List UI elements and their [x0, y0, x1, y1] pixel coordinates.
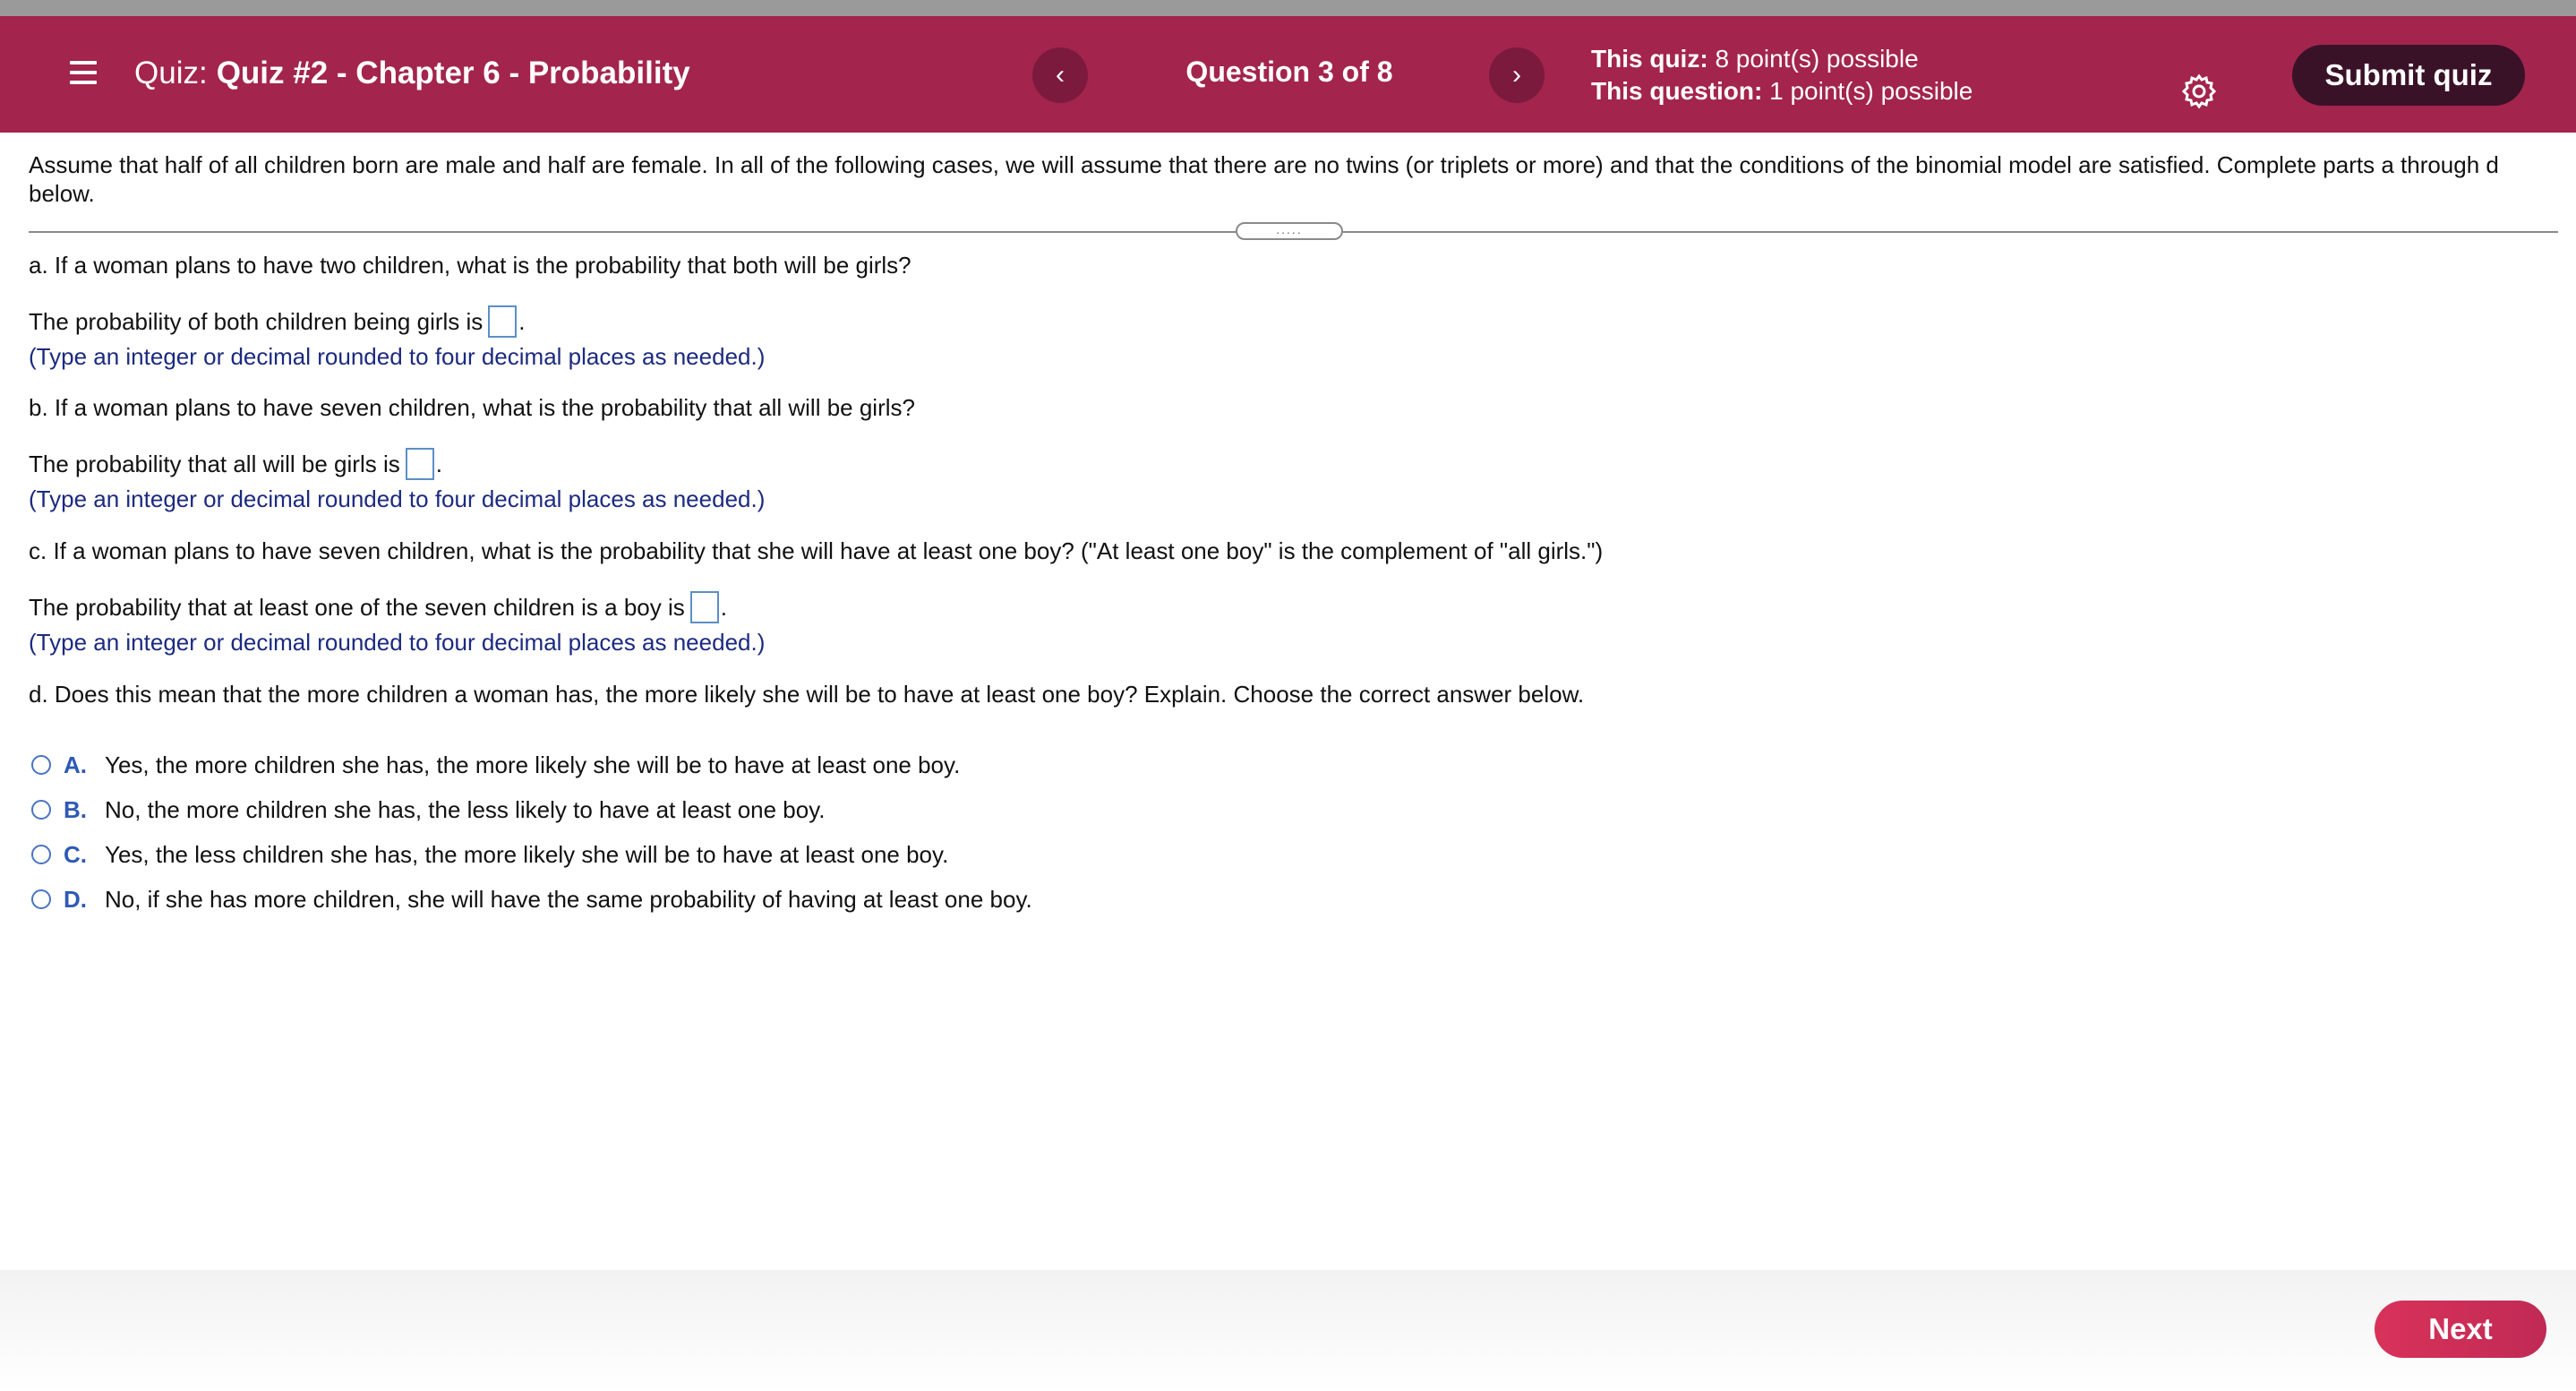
- quiz-points-value: 8 point(s) possible: [1715, 45, 1919, 73]
- part-a-answer-line: [29, 307, 526, 339]
- part-a-answer-input[interactable]: [488, 305, 517, 338]
- expand-handle[interactable]: .....: [1236, 222, 1343, 240]
- next-question-button[interactable]: [1489, 47, 1545, 103]
- browser-top-strip: [0, 0, 2576, 16]
- part-d-question: d. Does this mean that the more children a woman has, the more likely she will be to have at least one boy? Explain. Choose the correct answer below.: [29, 681, 1585, 708]
- choice-a[interactable]: [31, 750, 960, 780]
- chevron-left-icon: ‹: [1056, 60, 1065, 90]
- part-b-answer-prefix: The probability that all will be girls is: [29, 451, 400, 477]
- question-intro: Assume that half of all children born are male and half are female. In all of the following cases, we will assume that there are no twins (or triplets or more) and that the conditions of the binomial model are satisfied. Complete parts a through d below.: [29, 151, 2499, 207]
- footer-bar: [0, 1270, 2576, 1391]
- part-a-answer-prefix: The probability of both children being girls is: [29, 308, 484, 335]
- part-b-period: .: [435, 451, 442, 477]
- part-c-hint: (Type an integer or decimal rounded to four decimal places as needed.): [29, 629, 766, 656]
- choice-a-radio[interactable]: [31, 755, 51, 775]
- choice-d-radio[interactable]: [31, 889, 51, 909]
- choice-a-text: Yes, the more children she has, the more likely she will be to have at least one boy.: [105, 751, 961, 778]
- hamburger-icon[interactable]: [70, 61, 97, 88]
- choice-c[interactable]: [31, 839, 948, 870]
- quiz-title-name: Quiz #2 - Chapter 6 - Probability: [216, 56, 690, 90]
- choice-d[interactable]: [31, 884, 1032, 914]
- choice-b-letter: B.: [64, 796, 87, 823]
- choice-a-letter: A.: [64, 751, 87, 778]
- part-c-question: c. If a woman plans to have seven children, what is the probability that she will have at least one boy? ("At least one boy" is the complement of "all girls."): [29, 537, 1604, 564]
- part-a-hint: (Type an integer or decimal rounded to four decimal places as needed.): [29, 343, 766, 370]
- chevron-right-icon: ›: [1512, 60, 1521, 90]
- choice-b-text: No, the more children she has, the less likely to have at least one boy.: [105, 796, 826, 823]
- question-points-value: 1 point(s) possible: [1769, 77, 1973, 105]
- part-b-answer-input[interactable]: [406, 448, 434, 480]
- question-points-label: This question:: [1591, 77, 1763, 105]
- question-points: [1591, 75, 1973, 107]
- part-b-question: b. If a woman plans to have seven children, what is the probability that all will be girls?: [29, 394, 915, 421]
- submit-quiz-button[interactable]: Submit quiz: [2292, 45, 2525, 106]
- choice-c-text: Yes, the less children she has, the more likely she will be to have at least one boy.: [105, 841, 949, 868]
- quiz-points-label: This quiz:: [1591, 45, 1708, 73]
- choice-d-text: No, if she has more children, she will have the same probability of having at least one boy.: [105, 886, 1032, 913]
- gear-icon[interactable]: [2181, 73, 2217, 109]
- part-c-answer-line: [29, 593, 727, 625]
- part-a-question: a. If a woman plans to have two children, what is the probability that both will be girls?: [29, 252, 911, 279]
- choice-d-letter: D.: [64, 886, 87, 913]
- question-counter: Question 3 of 8: [1185, 56, 1393, 88]
- choice-b[interactable]: [31, 794, 826, 825]
- choice-c-radio[interactable]: [31, 845, 51, 864]
- points-info: [1591, 43, 1973, 107]
- part-c-answer-input[interactable]: [690, 591, 719, 623]
- quiz-header: [0, 16, 2576, 133]
- quiz-points: [1591, 43, 1973, 75]
- next-button[interactable]: Next: [2375, 1301, 2546, 1358]
- part-c-period: .: [720, 594, 727, 621]
- quiz-title-prefix: Quiz:: [134, 56, 208, 90]
- part-a-period: .: [518, 308, 526, 335]
- part-b-answer-line: [29, 450, 442, 482]
- quiz-title: [134, 56, 690, 91]
- choice-b-radio[interactable]: [31, 800, 51, 820]
- part-b-hint: (Type an integer or decimal rounded to four decimal places as needed.): [29, 485, 766, 512]
- part-c-answer-prefix: The probability that at least one of the seven children is a boy is: [29, 594, 685, 621]
- choice-c-letter: C.: [64, 841, 87, 868]
